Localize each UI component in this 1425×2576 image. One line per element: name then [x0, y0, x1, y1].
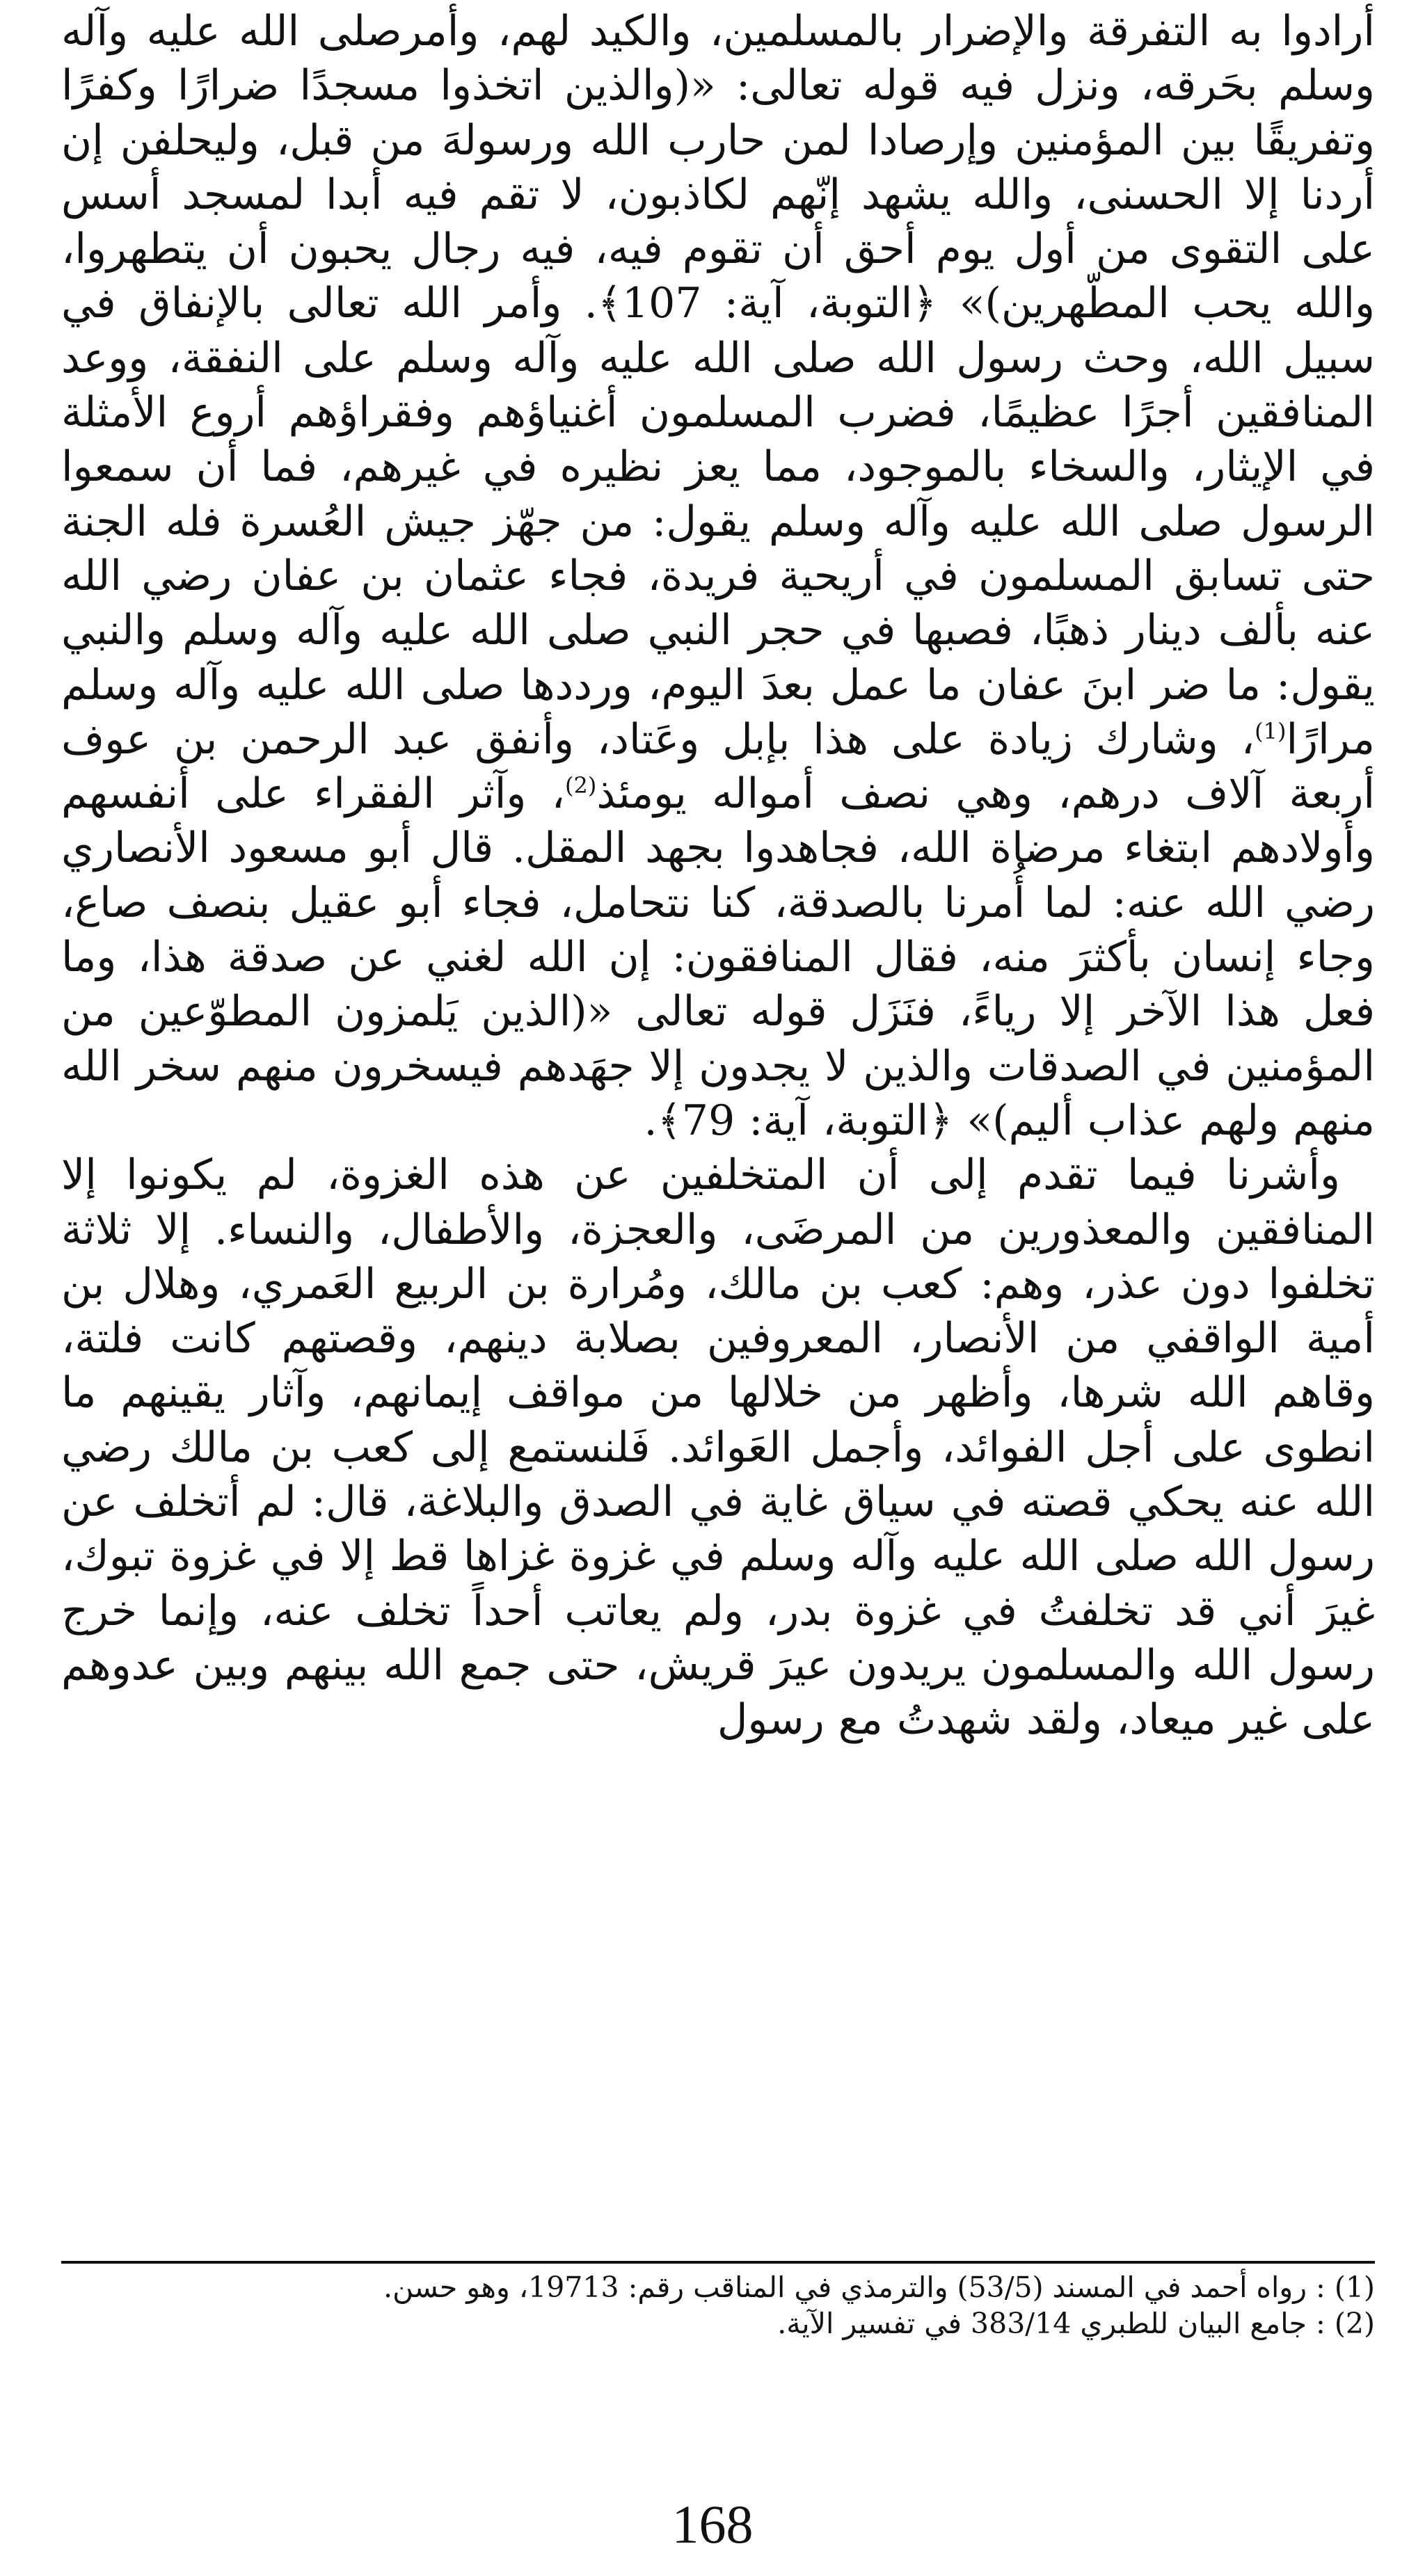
- footnote-ref-2: (2): [565, 772, 597, 799]
- paragraph-2: وأشرنا فيما تقدم إلى أن المتخلفين عن هذه الغزوة، لم يكونوا إلا المنافقين والمعذورين من المرضَى، والعجزة، والأطفال، والنساء. إلا ثلاثة تخلفوا دون عذر، وهم: كعب بن مالك، ومُرارة بن الربيع العَمري، وهلال بن أمية الواقفي من الأنصار، المعروفين بصلابة دينهم، وقصتهم كانت فلتة، وقاهم الله شرها، وأظهر من خلالها من مواقف إيمانهم، وآثار يقينهم ما انطوى على أجل الفوائد، وأجمل العَوائد. فَلنستمع إلى كعب بن مالك رضي الله عنه يحكي قصته في سياق غاية في الصدق والبلاغة، قال: لم أتخلف عن رسول الله صلى الله عليه وآله وسلم في غزوة غزاها قط إلا في غزوة تبوك، غيرَ أني قد تخلفتُ في غزوة بدر، ولم يعاتب أحداً تخلف عنه، وإنما خرج رسول الله والمسلمون يريدون عيرَ قريش، حتى جمع الله بينهم وبين عدوهم على غير ميعاد، ولقد شهدتُ مع رسول: [61, 1151, 1375, 1745]
- paragraph-1-part-3: ، وآثر الفقراء على أنفسهم وأولادهم ابتغاء مرضاة الله، فجاهدوا بجهد المقل. قال أبو مسعود الأنصاري رضي الله عنه: لما أُمرنا بالصدقة، كنا نتحامل، فجاء أبو عقيل بنصف صاع، وجاء إنسان بأكثرَ منه، فقال المنافقون: إن الله لغني عن صدقة هذا، وما فعل هذا الآخر إلا رياءً، فنَزَل قوله تعالى «(الذين يَلمزون المطوّعين من المؤمنين في الصدقات والذين لا يجدون إلا جهَدهم فيسخرون منهم سخر الله منهم ولهم عذاب أليم)» ﴿التوبة، آية: 79﴾.: [61, 769, 1375, 1145]
- footnote-divider: [61, 2261, 1375, 2264]
- paragraph-1-part-1: أرادوا به التفرقة والإضرار بالمسلمين، والكيد لهم، وأمرصلى الله عليه وآله وسلم بحَرقه، ونزل فيه قوله تعالى: «(والذين اتخذوا مسجدًا ضرارًا وكفرًا وتفريقًا بين المؤمنين وإرصادا لمن حارب الله ورسولهَ من قبل، وليحلفن إن أردنا إلا الحسنى، والله يشهد إنّهم لكاذبون، لا تقم فيه أبدا لمسجد أسس على التقوى من أول يوم أحق أن تقوم فيه، فيه رجال يحبون أن يتطهروا، والله يحب المطّهرين)» ﴿التوبة، آية: 107﴾. وأمر الله تعالى بالإنفاق في سبيل الله، وحث رسول الله صلى الله عليه وآله وسلم على النفقة، ووعد المنافقين أجرًا عظيمًا، فضرب المسلمون أغنياؤهم وفقراؤهم أروع الأمثلة في الإيثار، والسخاء بالموجود، مما يعز نظيره في غيرهم، فما أن سمعوا الرسول صلى الله عليه وآله وسلم يقول: من جهّز جيش العُسرة فله الجنة حتى تسابق المسلمون في أريحية فريدة، فجاء عثمان بن عفان رضي الله عنه بألف دينار ذهبًا، فصبها في حجر النبي صلى الله عليه وآله وسلم والنبي يقول: ما ضر ابنَ عفان ما عمل بعدَ اليوم، ورددها صلى الله عليه وآله وسلم مرارًا: [61, 7, 1376, 764]
- footnote-ref-1: (1): [1255, 717, 1287, 744]
- footnotes: [61, 2269, 1375, 2342]
- main-text: [61, 4, 1375, 1747]
- paragraph-1: [61, 4, 1375, 1148]
- paragraph-1-part-2: ، وشارك زيادة على هذا بإبل وعَتاد، وأنفق عبد الرحمن بن عوف أربعة آلاف درهم، وهي نصف أمواله يومئذ: [61, 714, 1375, 819]
- footnote-1: (1) : رواه أحمد في المسند (53/5) والترمذي في المناقب رقم: 19713، وهو حسن.: [383, 2271, 1375, 2304]
- page-number: 168: [671, 2494, 754, 2554]
- footnote-2: (2) : جامع البيان للطبري 383/14 في تفسير الآية.: [777, 2307, 1375, 2340]
